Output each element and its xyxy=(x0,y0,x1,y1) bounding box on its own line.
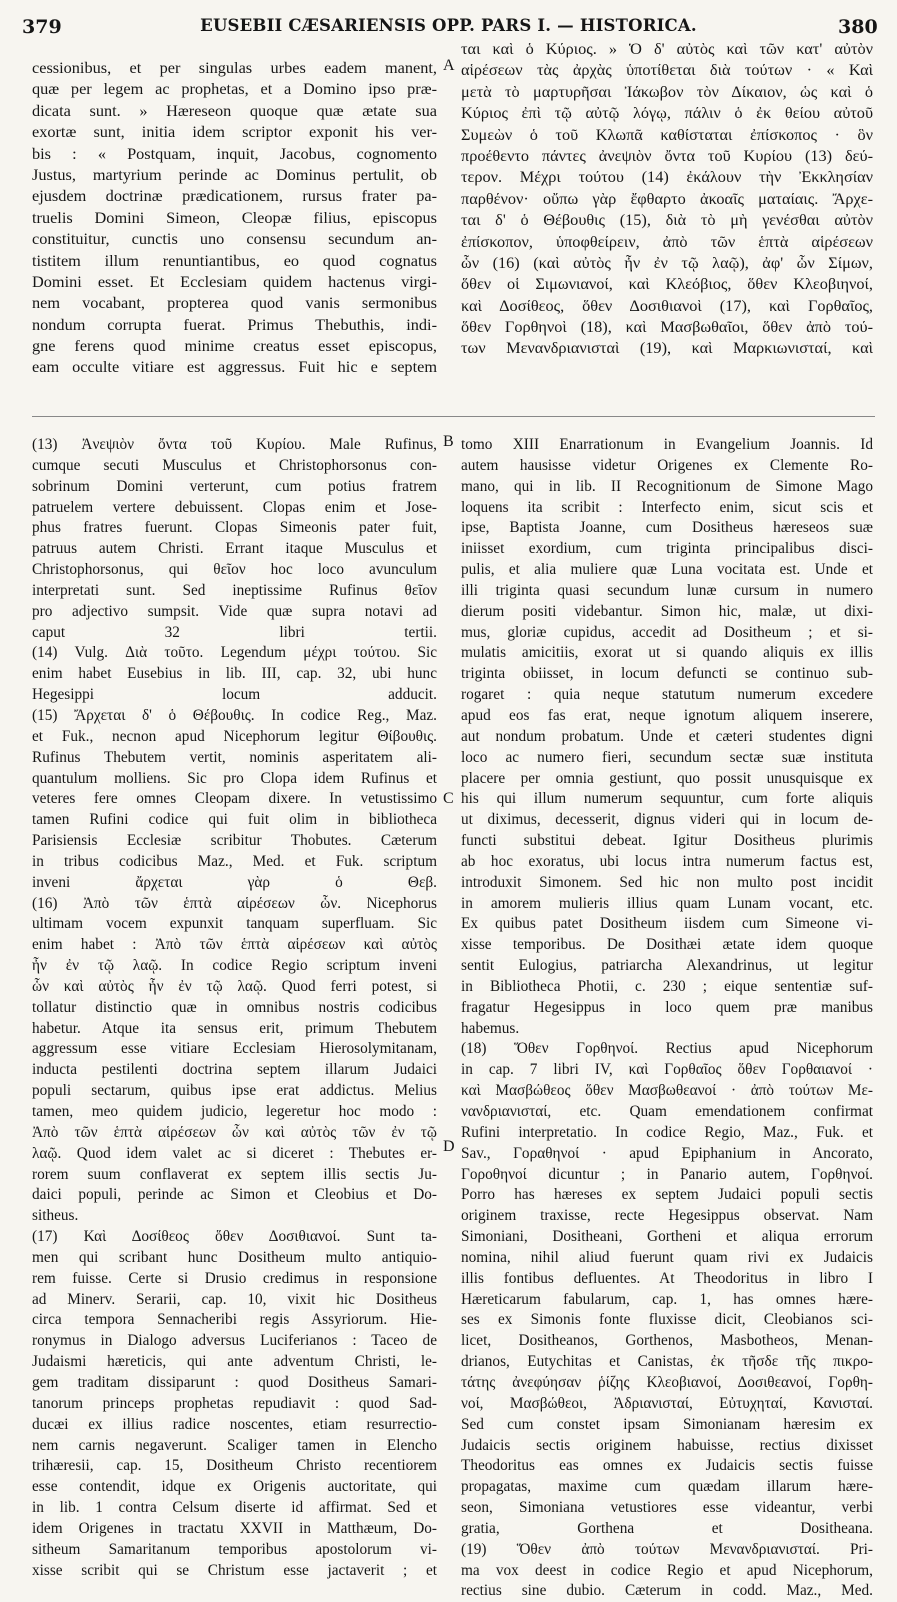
text-line: gne ferens quod minime creatus esset episcopus, xyxy=(32,336,437,356)
text-line: mus, gloriæ cupidus, accedit ad Dositheum ; et si- xyxy=(461,623,873,641)
text-line: autem hausisse videtur Origenes ex Clemente Ro- xyxy=(461,456,873,474)
text-line: et Fuk., necnon apud Nicephorum legitur Θίβουθις. xyxy=(32,727,437,745)
text-line: in lib. 1 contra Celsum diserte id affirmat. Sed et xyxy=(32,1499,437,1517)
text-line: τάτης ἀνεφύησαν ῥίζης Κλεοβιανοί, Δοσιθεανοί, Γορθη- xyxy=(461,1373,873,1391)
text-line: rem fuisse. Certe si Drusio credimus in responsione xyxy=(32,1269,437,1287)
text-line: propagatas, maxime cum quædam illarum hære- xyxy=(461,1478,873,1496)
text-line: ab hoc exoratus, ubi locus intra numerum factus est, xyxy=(461,852,873,870)
text-line: triginta obiisset, in locum defuncti se continuo sub- xyxy=(461,665,873,683)
text-line: ultimam vocem expunxit tanquam superfluam. Sic xyxy=(32,915,437,933)
text-line: gem traditam dissiparunt : quod Dositheus Samari- xyxy=(32,1373,437,1391)
text-line: drianos, Eutychitas et Canistas, ἐκ τῆσδε τῆς πικρο- xyxy=(461,1353,873,1371)
text-line: xisse scribit qui se Christum esse jactaverit ; et xyxy=(32,1561,437,1579)
text-line: nondum corrupta fuerat. Primus Thebuthis, indi- xyxy=(32,314,437,334)
text-line: tamen Rufini codice qui fuit olim in bibliotheca xyxy=(32,811,437,829)
text-line: Theodoritus eas omnes ex Judaicis sectis fuisse xyxy=(461,1457,873,1475)
text-line: in Bibliotheca Photii, c. 230 ; eique sententiæ suf- xyxy=(461,977,873,995)
text-line: ronymus in Dialogo adversus Luciferianos : Taceo de xyxy=(32,1332,437,1350)
text-line: νανδριανισταί, etc. Quam emendationem confirmat xyxy=(461,1103,873,1120)
text-line: ται δ' ὁ Θέβουθις (15), διὰ τὸ μὴ γενέσθαι αὐτὸν xyxy=(461,210,873,230)
text-line: illis fontibus defluentes. At Theodoritus in libro I xyxy=(461,1269,873,1287)
text-line: καὶ Μασβώθεος ὅθεν Μασβωθεανοί · ἀπὸ τούτων Με- xyxy=(461,1082,873,1100)
text-line: iniisset exordium, cum triginta principalibus disci- xyxy=(461,540,873,558)
text-line: nomina, nihil aliud fuerunt quam rivi ex Judaicis xyxy=(461,1248,873,1266)
text-line: esse contendit, idque ex Origenis auctoritate, qui xyxy=(32,1478,437,1496)
text-line: λαῷ. Quod idem valet ac si diceret : Thebutes er- xyxy=(32,1144,437,1162)
text-line: nem vocabant, propterea quod vanis sermonibus xyxy=(32,293,437,313)
text-line: licet, Dositheanos, Gorthenos, Masbotheos, Menan- xyxy=(461,1332,873,1350)
text-line: ad Minerv. Serarii, cap. 10, vixit hic Dositheus xyxy=(32,1290,437,1308)
text-line: Hæreticarum fabularum, cap. 1, has omnes hære- xyxy=(461,1290,873,1308)
text-line: xisse temporibus. De Dosithæi ætate idem quoque xyxy=(461,936,873,954)
text-line: introduxit Simonem. Sed hic non multo post incidit xyxy=(461,873,873,891)
text-line: Parisiensis Ecclesiæ scribitur Thobutes. Cæterum xyxy=(32,832,437,850)
text-line: aggressum esse vitiare Ecclesiam Hierosolymitanam, xyxy=(32,1040,437,1058)
text-line: cessionibus, et per singulas urbes eadem manent, xyxy=(32,58,437,77)
text-line: Sed cum constet ipsam Simonianam hæresim ex xyxy=(461,1415,873,1433)
text-line: patruelem vertere debuissent. Clopas enim et Jose- xyxy=(32,498,437,516)
text-line: (17) Καὶ Δοσίθεος ὅθεν Δοσιθιανοί. Sunt ta- xyxy=(32,1228,437,1246)
text-line: patruus autem Christi. Errant itaque Musculus et xyxy=(32,540,437,558)
text-line: functi substitui debeat. Igitur Dositheus plurimis xyxy=(461,832,873,850)
text-line: Sav., Γοραθηνοί · apud Epiphanium in Ancorato, xyxy=(461,1144,873,1162)
text-line: in amorem mulieris illius quam Lunam vocant, etc. xyxy=(461,894,873,912)
running-head: EUSEBII CÆSARIENSIS OPP. PARS I. — HISTORICA. xyxy=(200,16,697,35)
text-line: inducta pestilenti doctrina septem illarum Judaici xyxy=(32,1061,437,1079)
text-line: in cap. 7 libri IV, καὶ Γορθαῖος ὅθεν Γορθαιανοί · xyxy=(461,1061,873,1079)
text-line: ma vox deest in codice Regio et apud Nicephorum, xyxy=(461,1561,873,1579)
text-line: ὧν καὶ αὐτὸς ἦν ἐν τῷ λαῷ. Quod ferri potest, si xyxy=(32,977,437,995)
text-line: trihæresii, cap. 15, Dositheum Christo recentiorem xyxy=(32,1457,437,1475)
text-line: ται καὶ ὁ Κύριος. » Ὁ δ' αὐτὸς καὶ τῶν κατ' αὐτὸν xyxy=(461,39,873,58)
text-line: placere per omnia gestiunt, quo possit unusquisque ex xyxy=(461,769,873,787)
text-line: cumque secuti Musculus et Christophorsonus con- xyxy=(32,456,437,474)
text-line: καὶ Δοσίθεος, ὅθεν Δοσιθιανοὶ (17), καὶ Γορθαῖος, xyxy=(461,295,873,315)
greek-text-column xyxy=(461,38,873,359)
text-line: eam occulte vitiare est aggressus. Fuit hic e septem xyxy=(32,357,437,377)
text-line: (18) Ὅθεν Γορθηνοί. Rectius apud Nicephorum xyxy=(461,1040,873,1058)
text-line: τερον. Μέχρι τούτου (14) ἐκάλουν τὴν Ἐκκλησίαν xyxy=(461,167,873,187)
text-line: rectius sine dubio. Cæterum in codd. Maz., Med. xyxy=(461,1582,873,1600)
text-line: aut nondum probatum. Unde et cæteri studentes digni xyxy=(461,727,873,745)
text-line: pulis, et alia muliere quæ Luna vocitata est. Unde et xyxy=(461,561,873,579)
text-line: his qui illum numerum sequuntur, cum forte aliquis xyxy=(461,790,873,808)
text-line: Ἀπὸ τῶν ἑπτὰ αἱρέσεων ὧν καὶ αὐτὸς τῶν ἐν τῷ xyxy=(32,1123,437,1141)
text-line: nem carnis negaverunt. Scaliger tamen in Elencho xyxy=(32,1436,437,1454)
text-line: Hegesippi locum adducit. xyxy=(32,686,437,704)
text-line: rogaret : quia neque statutum numerum excedere xyxy=(461,686,873,704)
margin-marker-d: D xyxy=(443,1138,455,1155)
text-line: men qui scribant hunc Dositheum multo antiquio- xyxy=(32,1248,437,1266)
text-line: μετὰ τὸ μαρτυρῆσαι Ἰάκωβον τὸν Δίκαιον, ὡς καὶ ὁ xyxy=(461,81,873,101)
page-number-left: 379 xyxy=(22,16,62,38)
text-line: quæ per legem ac prophetas, et a Domino ipso præ- xyxy=(32,79,437,99)
text-line: enim habet : Ἀπὸ τῶν ἑπτὰ αἱρέσεων καὶ αὐτὸς xyxy=(32,936,437,954)
text-line: ὅθεν οἱ Σιμωνιανοί, καὶ Κλεόβιος, ὅθεν Κλεοβιηνοί, xyxy=(461,274,873,294)
footnotes-right-column xyxy=(461,435,873,1602)
text-line: ipse, Baptista Joanne, cum Dositheus hæreseos suæ xyxy=(461,519,873,537)
text-line: exortæ sunt, initia idem scriptor exponit his ver- xyxy=(32,122,437,142)
text-line: tollatur distinctio quæ in omnibus nostris codicibus xyxy=(32,998,437,1016)
text-line: (13) Ἀνεψιὸν ὄντα τοῦ Κυρίου. Male Rufinus, xyxy=(32,436,437,453)
text-line: quantulum molliens. Sic pro Clopa idem Rufinus et xyxy=(32,769,437,787)
text-line: tomo XIII Enarrationum in Evangelium Joannis. Id xyxy=(461,436,873,453)
text-line: inveni ἄρχεται γὰρ ὁ Θεβ. xyxy=(32,873,437,891)
text-line: sitheus. xyxy=(32,1207,79,1225)
text-line: enim habet Eusebius in lib. III, cap. 32, ubi hunc xyxy=(32,665,437,683)
text-line: mano, qui in lib. II Recognitionum de Simone Mago xyxy=(461,477,873,495)
text-line: Rufini interpretatio. In codice Regio, Maz., Fuk. et xyxy=(461,1123,873,1141)
text-line: circa tempora Sennacheribi regis Assyriorum. Hie- xyxy=(32,1311,437,1329)
text-line: phus fratres fuerunt. Clopas Simeonis pater fuit, xyxy=(32,519,437,537)
text-line: daici populi, perinde ac Simon et Cleobius et Do- xyxy=(32,1186,437,1204)
text-line: Ex quibus patet Dositheum iisdem cum Simeone vi- xyxy=(461,915,873,933)
text-line: mulatis amicitiis, exorat ut si quando aliquis ex illis xyxy=(461,644,873,662)
text-line: Justus, martyrium perinde ac Dominus pertulit, ob xyxy=(32,164,437,184)
margin-marker-b: B xyxy=(443,433,454,450)
text-line: ducæi ex illius radice noscentes, etiam resurrectio- xyxy=(32,1415,437,1433)
text-line: illi triginta quasi secundum lunæ cursum in numero xyxy=(461,581,873,599)
text-line: των Μενανδριανισταὶ (19), καὶ Μαρκιωνισταί, καὶ xyxy=(461,338,873,358)
text-line: dierum positi videbantur. Simon hic, malæ, ut dixi- xyxy=(461,602,873,620)
text-line: truelis Domini Simeon, Cleopæ filius, episcopus xyxy=(32,207,437,227)
text-line: αἱρέσεων τὰς ἀρχὰς ὑποτίθεται διὰ τούτων · « Καὶ xyxy=(461,60,873,80)
text-line: Judaismi hæreticis, qui ante adventum Christi, le- xyxy=(32,1353,437,1371)
text-line: νοί, Μασβώθεοι, Ἀδριανισταί, Εὐτυχηταί, Κανισταί. xyxy=(461,1394,873,1412)
text-line: Κύριος ἐπὶ τῷ αὐτῷ λόγῳ, πάλιν ὁ ἐκ θείου αὐτοῦ xyxy=(461,103,873,123)
text-line: tamen, meo quidem judicio, legeretur hoc modo : xyxy=(32,1103,437,1120)
text-line: Christophorsonus, qui θεῖον hoc loco avunculum xyxy=(32,561,437,579)
text-line: Συμεὼν ὁ τοῦ Κλωπᾶ καθίσταται ἐπίσκοπος · ὃν xyxy=(461,124,873,144)
text-line: προέθεντο πάντες ἀνεψιὸν ὄντα τοῦ Κυρίου (13) δεύ- xyxy=(461,145,873,165)
text-line: bis : « Postquam, inquit, Jacobus, cognomento xyxy=(32,143,437,163)
text-line: dicata sunt. » Hæreseon quoque quæ ætate sua xyxy=(32,100,437,120)
text-line: idem Origenes in tractatu XXVII in Matthæum, Do- xyxy=(32,1519,437,1537)
text-line: sitheum Samaritanum temporibus apostolorum vi- xyxy=(32,1540,437,1558)
text-line: originem traxisse, recte Hegesippus observat. Nam xyxy=(461,1207,873,1225)
text-line: ἦν ἐν τῷ λαῷ. In codice Regio scriptum inveni xyxy=(32,957,437,975)
text-line: seon, Simoniana vetustiores esse videantur, verbi xyxy=(461,1499,873,1517)
text-line: Simoniani, Dositheani, Gortheni et aliqua errorum xyxy=(461,1228,873,1246)
text-line: fragatur Hegesippus in loco quem præ manibus xyxy=(461,998,873,1016)
text-line: (19) Ὅθεν ἀπὸ τούτων Μενανδριανισταί. Pri- xyxy=(461,1540,873,1558)
margin-marker-c: C xyxy=(443,790,454,807)
text-line: Γοροθηνοί dicuntur ; in Panario autem, Γορθηνοί. xyxy=(461,1165,873,1183)
text-line: rorem suum conflaverat ex septem illis sectis Ju- xyxy=(32,1165,437,1183)
margin-marker-a: A xyxy=(443,57,455,74)
text-line: in tribus codicibus Maz., Med. et Fuk. scriptum xyxy=(32,852,437,870)
text-line: tanorum princeps prophetas repudiavit : quod Sad- xyxy=(32,1394,437,1412)
text-line: sentit Eulogius, patriarcha Alexandrinus, ut legitur xyxy=(461,957,873,975)
text-line: Porro has hæreses ex septem Judaici populi sectis xyxy=(461,1186,873,1204)
text-line: pro adjectivo sumpsit. Vide quæ supra notavi ad xyxy=(32,602,437,620)
text-line: Judaicis sectis originem habuisse, rectius dixisset xyxy=(461,1436,873,1454)
text-line: (14) Vulg. Διὰ τοῦτο. Legendum μέχρι τούτου. Sic xyxy=(32,644,437,662)
page-number-right: 380 xyxy=(838,16,878,38)
text-line: (15) Ἄρχεται δ' ὁ Θέβουθις. In codice Reg., Maz. xyxy=(32,706,437,724)
text-line: veteres fere omnes Cleopam dixere. In vetustissimo xyxy=(32,790,437,808)
text-line: apud eos fas erat, neque ignotum aliquem inserere, xyxy=(461,706,873,724)
text-line: loquens ita scribit : Interfecto enim, sicut scis et xyxy=(461,498,873,516)
text-line: Domini esset. Et Ecclesiam quidem hactenus virgi- xyxy=(32,271,437,291)
text-line: habetur. Atque ita sensus erit, primum Thebutem xyxy=(32,1019,437,1037)
text-line: (16) Ἀπὸ τῶν ἑπτὰ αἱρέσεων ὧν. Nicephorus xyxy=(32,894,437,912)
text-line: caput 32 libri tertii. xyxy=(32,623,437,641)
text-line: gratia, Gorthena et Dositheana. xyxy=(461,1519,873,1537)
text-line: Rufinus Thebutem vertit, nominis asperitatem ali- xyxy=(32,748,437,766)
text-line: sobrinum Domini verterunt, cum potius fratrem xyxy=(32,477,437,495)
footnote-separator xyxy=(32,416,875,417)
text-line: constituitur, cunctis uno consensu secundum an- xyxy=(32,229,437,249)
text-line: ἐπίσκοπον, ὑποφθείρειν, ἀπὸ τῶν ἑπτὰ αἱρέσεων xyxy=(461,231,873,251)
text-line: tistitem illum renuntiantibus, eo quod cognatus xyxy=(32,250,437,270)
text-line: παρθένον· οὔπω γὰρ ἔφθαρτο ἀκοαῖς ματαίαις. Ἄρχε- xyxy=(461,188,873,208)
text-line: ses ex Simonis fonte fluxisse dicit, Cleobianos sci- xyxy=(461,1311,873,1329)
text-line: interpretati sunt. Sed ineptissime Rufinus θεῖον xyxy=(32,581,437,599)
text-line: habemus. xyxy=(461,1019,520,1037)
text-line: ut diximus, decesserit, dignus videri qui in locum de- xyxy=(461,811,873,829)
text-line: ὧν (16) (καὶ αὐτὸς ἦν ἐν τῷ λαῷ), ἀφ' ὧν Σίμων, xyxy=(461,252,873,272)
text-line: loco ac numero fieri, secundum sectæ suæ instituta xyxy=(461,748,873,766)
footnotes-left-column xyxy=(32,435,437,1581)
text-line: ὅθεν Γορθηνοὶ (18), καὶ Μασβωθαῖοι, ὅθεν ἀπὸ τού- xyxy=(461,317,873,337)
latin-text-column xyxy=(32,57,437,378)
text-line: populi sectarum, quibus ipse erat addictus. Melius xyxy=(32,1082,437,1100)
text-line: ejusdem doctrinæ prædicationem, rursus frater pa- xyxy=(32,186,437,206)
